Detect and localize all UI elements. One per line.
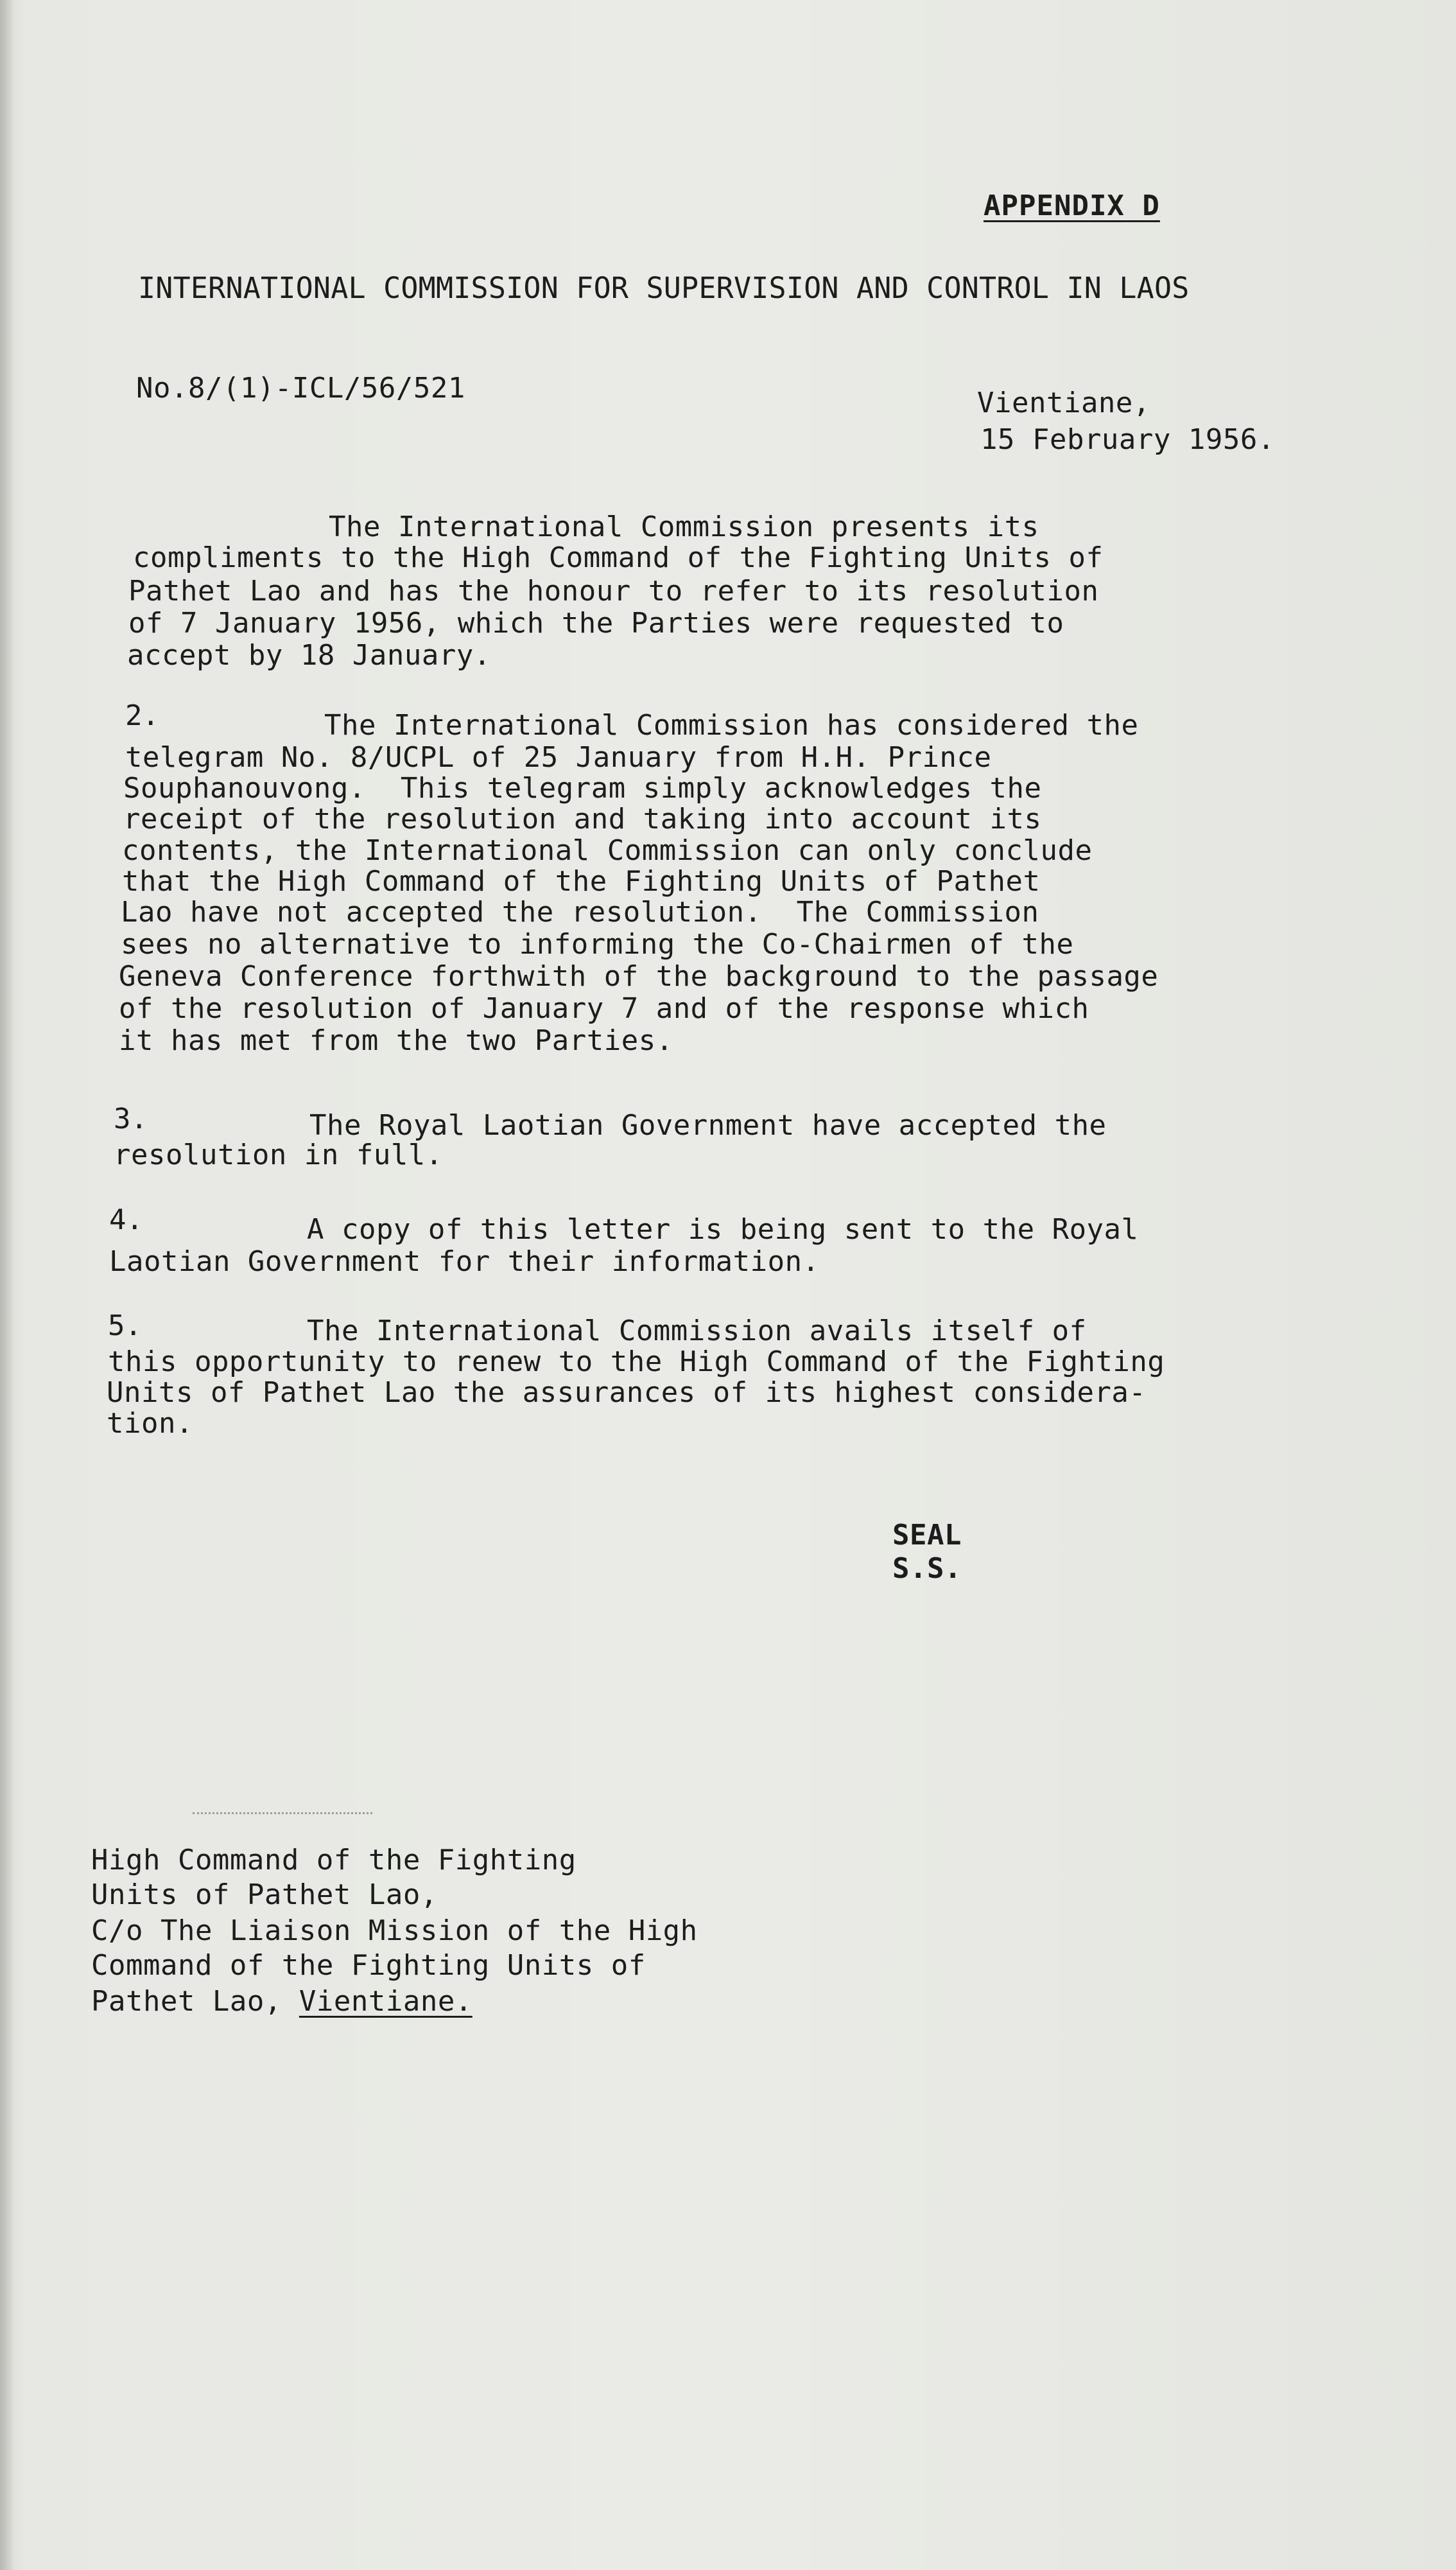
paragraph-number: 3. [114,1103,148,1135]
address-line: Command of the Fighting Units of [91,1949,646,1982]
place: Vientiane, [977,387,1150,419]
paragraph-line: of the resolution of January 7 and of the response which [119,992,1089,1025]
paragraph-line: that the High Command of the Fighting Units of Pathet [122,865,1041,898]
paragraph-line: The Royal Laotian Government have accepted the [309,1109,1107,1142]
paragraph-line: The International Commission avails itself of [307,1315,1087,1347]
divider-dots [193,1812,372,1814]
paragraph-line: contents, the International Commission can only conclude [122,834,1093,867]
paragraph-line: The International Commission has considered the [324,709,1139,742]
paragraph-line: accept by 18 January. [127,639,491,672]
paragraph-line: Units of Pathet Lao the assurances of its highest considera- [107,1376,1147,1409]
paragraph-line: sees no alternative to informing the Co-Chairmen of the [121,928,1074,961]
paragraph-number: 4. [109,1203,143,1236]
letter-date: 15 February 1956. [980,423,1275,456]
paragraph-line: receipt of the resolution and taking into account its [123,803,1042,835]
paragraph-line: Geneva Conference forthwith of the background to the passage [119,960,1159,993]
appendix-label: APPENDIX D [984,189,1160,222]
address-line: C/o The Liaison Mission of the High [91,1914,698,1947]
paragraph-line: it has met from the two Parties. [119,1024,673,1057]
paragraph-line: compliments to the High Command of the Fighting Units of [133,541,1104,574]
address-line: High Command of the Fighting [91,1844,576,1876]
paragraph-number: 2. [125,699,159,732]
address-line [91,1986,472,2018]
paragraph-line: of 7 January 1956, which the Parties were requested to [128,607,1064,640]
reference-number: No.8/(1)-ICL/56/521 [136,372,465,405]
paragraph-line: A copy of this letter is being sent to the Royal [307,1213,1139,1246]
signature-initials: S.S. [892,1552,962,1585]
commission-title: INTERNATIONAL COMMISSION FOR SUPERVISION AND CONTROL IN LAOS [138,271,1190,305]
address-line: Units of Pathet Lao, [91,1878,438,1911]
address-line-text: Pathet Lao, [91,1985,282,2018]
paragraph-line: resolution in full. [114,1139,443,1171]
paragraph-line: Laotian Government for their information. [109,1245,820,1278]
paragraph-line: telegram No. 8/UCPL of 25 January from H.H. Prince [125,741,992,774]
paragraph-line: Pathet Lao and has the honour to refer to its resolution [128,575,1099,608]
paragraph-line: Lao have not accepted the resolution. The Commission [121,896,1039,929]
paragraph-line: The International Commission presents its [329,511,1039,543]
page-edge-shadow [0,0,14,2570]
paragraph-line: Souphanouvong. This telegram simply acknowledges the [123,772,1042,805]
paragraph-line: this opportunity to renew to the High Command of the Fighting [108,1345,1165,1378]
address-city: Vientiane. [299,1985,472,2018]
paragraph-number: 5. [108,1309,142,1342]
paragraph-line: tion. [107,1407,193,1440]
seal-label: SEAL [892,1519,962,1552]
